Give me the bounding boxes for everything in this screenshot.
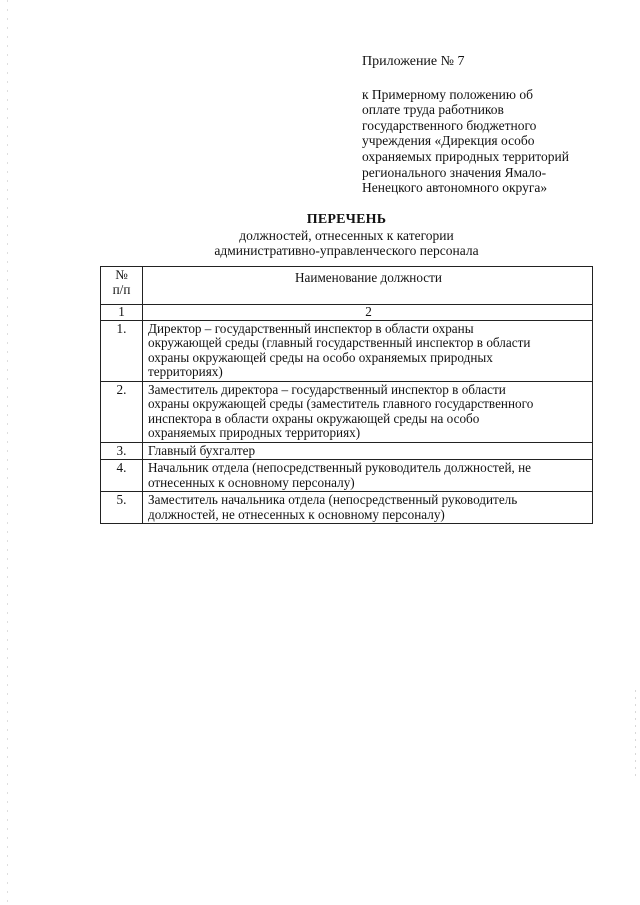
table-row xyxy=(101,460,593,492)
position-name-line: охраны окружающей среды на особо охраняемых природных xyxy=(148,349,493,365)
position-name-line: Начальник отдела (непосредственный руководитель должностей, не xyxy=(148,460,532,475)
row-position-name xyxy=(143,442,593,460)
header-position-name-cell: Наименование должности xyxy=(143,267,593,305)
positions-table xyxy=(100,266,593,524)
position-name-line: Директор – государственный инспектор в области охраны xyxy=(148,320,474,336)
scan-edge-right xyxy=(635,690,636,780)
table-header-row xyxy=(101,267,593,305)
row-number: 5. xyxy=(101,492,143,524)
heading-subtitle-line: должностей, отнесенных к категории xyxy=(239,227,454,243)
appendix-line: к Примерному положению об xyxy=(362,86,533,102)
table-index-row xyxy=(101,305,593,321)
appendix-line: учреждения «Дирекция особо xyxy=(362,133,535,149)
position-name-line: охраняемых природных территориях) xyxy=(148,425,361,440)
header-number-label: № xyxy=(115,267,128,282)
index-cell: 2 xyxy=(143,305,593,321)
heading-subtitle-line: административно-управленческого персонала xyxy=(214,243,479,258)
row-number: 2. xyxy=(101,381,143,442)
row-position-name xyxy=(143,320,593,381)
position-name-line: Заместитель директора – государственный инспектор в области xyxy=(148,381,506,397)
row-position-name xyxy=(143,381,593,442)
appendix-line: оплате труда работников xyxy=(362,102,504,118)
appendix-line: Ненецкого автономного округа» xyxy=(362,180,548,196)
position-name-line: территориях) xyxy=(148,364,223,379)
position-name-line: охраны окружающей среды (заместитель главного государственного xyxy=(148,396,534,411)
index-cell: 1 xyxy=(101,305,143,321)
row-number: 3. xyxy=(101,442,143,460)
position-name-line: отнесенных к основному персоналу) xyxy=(148,474,355,490)
scan-edge-left xyxy=(7,0,8,905)
row-number: 4. xyxy=(101,460,143,492)
position-name-line: должностей, не отнесенных к основному персоналу) xyxy=(148,506,445,522)
row-number: 1. xyxy=(101,320,143,381)
position-name-line: Главный бухгалтер xyxy=(148,442,256,458)
appendix-line: охраняемых природных территорий xyxy=(362,148,569,164)
position-name-line: окружающей среды (главный государственный инспектор в области xyxy=(148,335,531,350)
header-number-cell xyxy=(101,267,143,305)
header-number-label: п/п xyxy=(112,281,131,297)
position-name-line: Заместитель начальника отдела (непосредственный руководитель xyxy=(148,492,518,507)
row-position-name xyxy=(143,492,593,524)
document-heading xyxy=(100,212,593,259)
appendix-title: Приложение № 7 xyxy=(362,54,465,69)
appendix-block xyxy=(362,54,622,196)
position-name-line: инспектора в области охраны окружающей среды на особо xyxy=(148,410,480,426)
appendix-line: государственного бюджетного xyxy=(362,117,537,133)
table-row xyxy=(101,442,593,460)
table-row xyxy=(101,492,593,524)
row-position-name xyxy=(143,460,593,492)
appendix-line: регионального значения Ямало- xyxy=(362,164,547,180)
table-row xyxy=(101,320,593,381)
heading-title: ПЕРЕЧЕНЬ xyxy=(306,212,387,227)
table-row xyxy=(101,381,593,442)
